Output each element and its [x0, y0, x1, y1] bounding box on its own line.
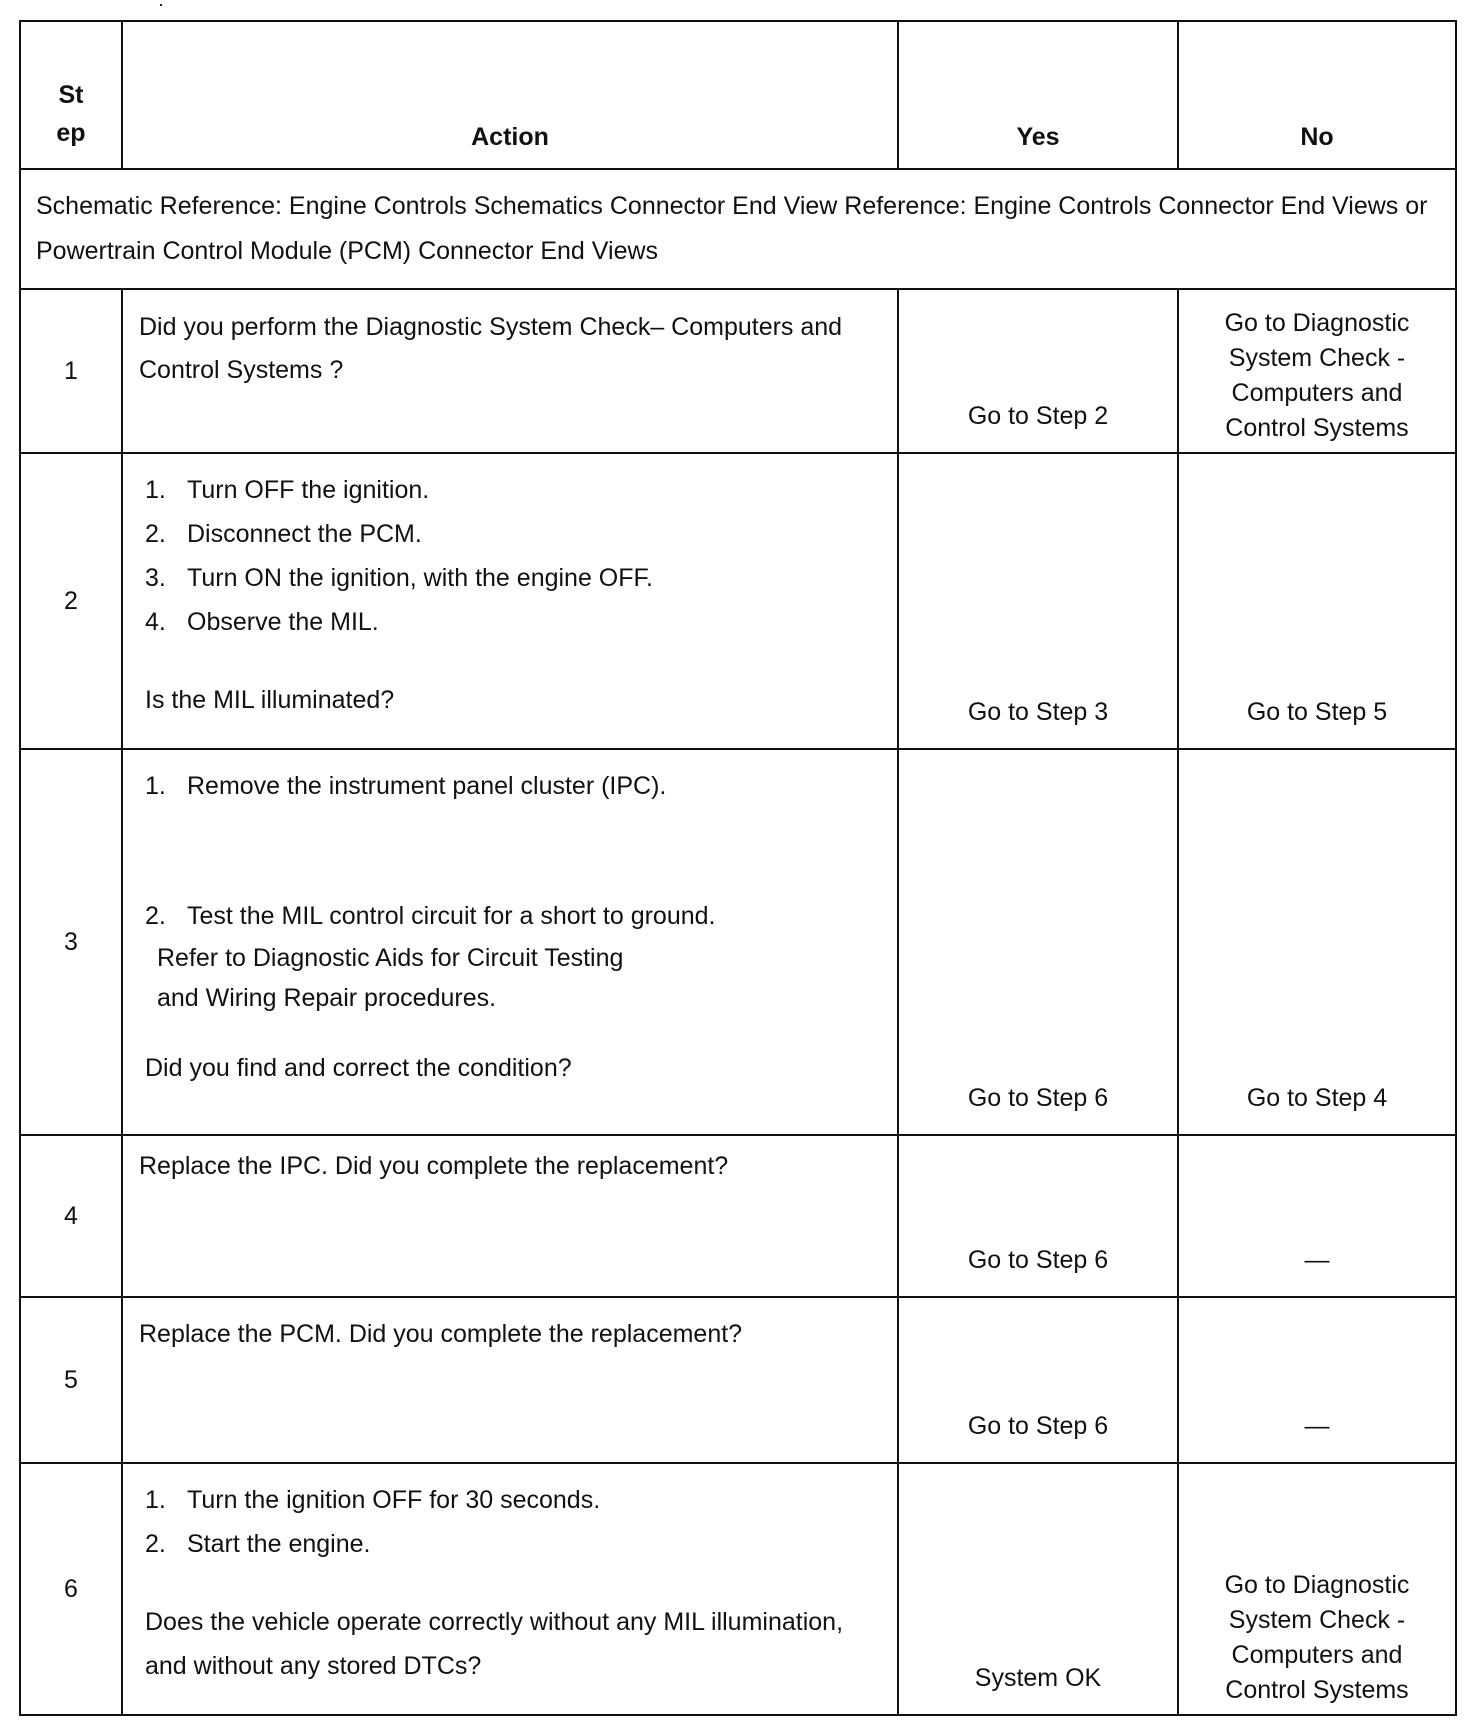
table-row: [20, 1135, 1456, 1297]
step-number: 6: [20, 1463, 122, 1715]
action-cell: Replace the IPC. Did you complete the replacement?: [122, 1135, 898, 1297]
step-number: 1: [20, 289, 122, 453]
yes-cell: Go to Step 3: [898, 453, 1178, 749]
step-number: 2: [20, 453, 122, 749]
step-number: 5: [20, 1297, 122, 1463]
action-cell: [122, 749, 898, 1135]
diagnostic-table: [19, 20, 1457, 1716]
table-row: [20, 1297, 1456, 1463]
question-text: Is the MIL illuminated?: [145, 686, 395, 714]
table-row: [20, 289, 1456, 453]
yes-header: Yes: [898, 21, 1178, 169]
list-item: Turn OFF the ignition.: [187, 476, 430, 504]
action-list: [139, 764, 887, 808]
action-cell: [122, 1463, 898, 1715]
action-list: [139, 468, 887, 644]
action-header: Action: [122, 21, 898, 169]
yes-cell: Go to Step 6: [898, 749, 1178, 1135]
action-cell: Replace the PCM. Did you complete the replacement?: [122, 1297, 898, 1463]
yes-cell: Go to Step 6: [898, 1135, 1178, 1297]
action-cell: Did you perform the Diagnostic System Check– Computers and Control Systems ?: [122, 289, 898, 453]
list-item: Test the MIL control circuit for a short to ground.: [187, 902, 716, 930]
schematic-reference: Schematic Reference: Engine Controls Schematics Connector End View Reference: Engine Controls Connector End Views or Powertrain Control Module (PCM) Connector End Views: [20, 169, 1456, 289]
sub-note: Refer to Diagnostic Aids for Circuit Testing and Wiring Repair procedures.: [157, 944, 624, 1012]
list-item: Start the engine.: [187, 1530, 371, 1558]
table-row: [20, 1463, 1456, 1715]
no-cell: —: [1178, 1135, 1456, 1297]
stray-dot: [160, 4, 162, 6]
no-cell: —: [1178, 1297, 1456, 1463]
list-item: Turn ON the ignition, with the engine OFF.: [187, 564, 653, 592]
yes-cell: Go to Step 6: [898, 1297, 1178, 1463]
step-header: St ep: [20, 21, 122, 169]
no-cell: Go to Step 4: [1178, 749, 1456, 1135]
header-row: [20, 21, 1456, 169]
no-cell: Go to Diagnostic System Check - Computers and Control Systems: [1178, 1463, 1456, 1715]
question-text: Does the vehicle operate correctly without any MIL illumination, and without any stored DTCs?: [145, 1608, 844, 1680]
question-text: Did you find and correct the condition?: [145, 1054, 572, 1082]
list-item: Remove the instrument panel cluster (IPC).: [187, 772, 667, 800]
no-cell: Go to Step 5: [1178, 453, 1456, 749]
step-number: 3: [20, 749, 122, 1135]
step-number: 4: [20, 1135, 122, 1297]
list-item: Observe the MIL.: [187, 608, 379, 636]
table-row: [20, 749, 1456, 1135]
table-row: [20, 453, 1456, 749]
list-item: Turn the ignition OFF for 30 seconds.: [187, 1486, 601, 1514]
yes-cell: Go to Step 2: [898, 289, 1178, 453]
action-cell: [122, 453, 898, 749]
no-cell: Go to Diagnostic System Check - Computers and Control Systems: [1178, 289, 1456, 453]
yes-cell: System OK: [898, 1463, 1178, 1715]
no-header: No: [1178, 21, 1456, 169]
action-list: [139, 1478, 887, 1566]
list-item: Disconnect the PCM.: [187, 520, 422, 548]
action-list: [139, 894, 887, 938]
schematic-row: [20, 169, 1456, 289]
